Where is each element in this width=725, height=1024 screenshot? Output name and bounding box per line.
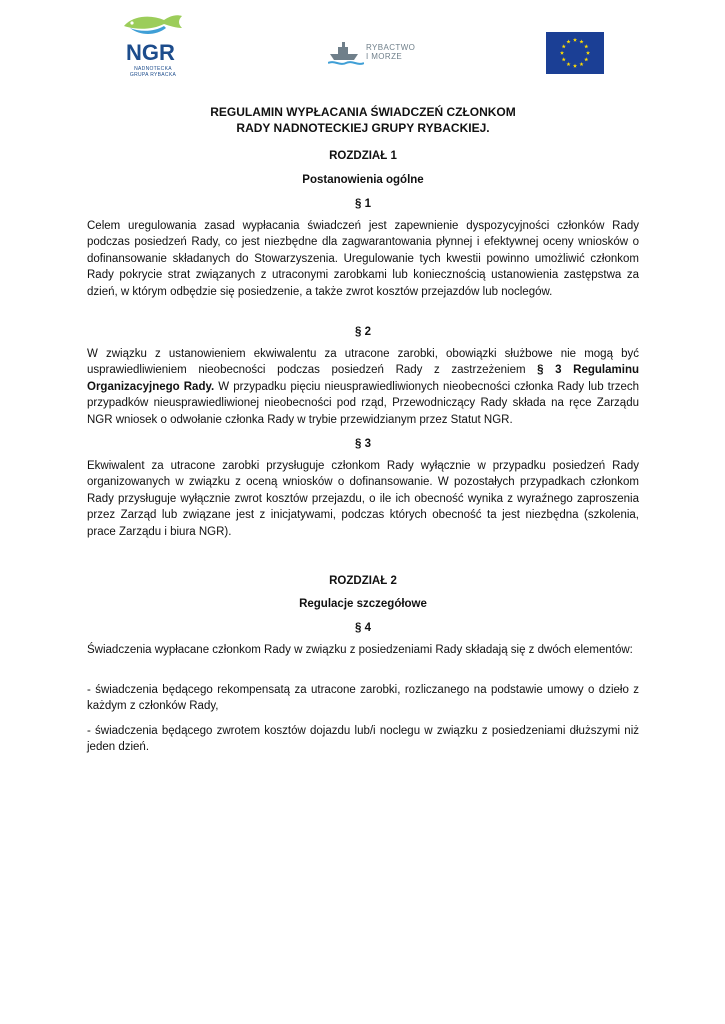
eu-star-icon [573, 64, 577, 68]
logo-bar [0, 12, 725, 82]
fish-icon [118, 14, 188, 66]
document-title [87, 104, 639, 136]
eu-star-icon [562, 44, 566, 48]
section-2-reference: § 3 Regulaminu Organizacyjnego Rady. [87, 364, 639, 393]
section-1-text: Celem uregulowania zasad wypłacania świadczeń jest zapewnienie dyspozycyjności członków Rady podczas posiedzeń Rady, co jest niezbędne dla zagwarantowania płynnej i efektywnej oceny wniosków o dofinansowanie składanych do Stowarzyszenia. Uregulowanie tych kwestii powinno umożliwić członkom Rady pokrycie strat związanych z utraconymi zarobkami lub koniecznością ustanowienia zastępstwa za dzień, w którym odbędzie się posiedzenie, a także zwrot kosztów przejazdów lub noclegów. [87, 220, 639, 298]
eu-star-icon [586, 51, 590, 55]
eu-flag-icon [546, 32, 604, 74]
section-4-mark: § 4 [355, 622, 371, 634]
chapter-1-subheading: Postanowienia ogólne [302, 174, 424, 186]
eu-star-icon [579, 40, 583, 44]
ngr-subtitle-2: GRUPA RYBACKA [129, 72, 177, 78]
chapter-2-heading: ROZDZIAŁ 2 [329, 575, 397, 587]
eu-star-icon [560, 51, 564, 55]
eu-star-icon [566, 40, 570, 44]
section-4-item-1: - świadczenia będącego rekompensatą za utracone zarobki, rozliczanego na podstawie umowy o dzieło z każdym z członków Rady, [87, 684, 639, 713]
section-2-text-start: W związku z ustanowieniem ekwiwalentu za utracone zarobki, obowiązki służbowe nie mogą być usprawiedliwieniem nieobecności podczas posiedzeń Rady z zastrzeżeniem [87, 348, 639, 377]
title-line-2: RADY NADNOTECKIEJ GRUPY RYBACKIEJ. [236, 121, 490, 135]
eu-star-icon [584, 57, 588, 61]
ngr-logo [118, 14, 188, 80]
rybactwo-line-1: RYBACTWO [366, 43, 416, 52]
section-3-mark: § 3 [355, 438, 371, 450]
boat-icon [328, 40, 364, 66]
eu-star-icon [562, 57, 566, 61]
section-2-text [87, 346, 639, 428]
section-4-text: Świadczenia wypłacane członkom Rady w związku z posiedzeniami Rady składają się z dwóch elementów: [87, 644, 633, 656]
rybactwo-logo [328, 40, 423, 66]
eu-star-icon [584, 44, 588, 48]
rybactwo-line-2: I MORZE [366, 52, 403, 61]
section-1-mark: § 1 [355, 198, 371, 210]
section-3-text: Ekwiwalent za utracone zarobki przysługuje członkom Rady wyłącznie w przypadku posiedzeń Rady organizowanych w związku z oceną wniosków o dofinansowanie. W pozostałych przypadkach członkom Rady przysługuje wyłącznie zwrot kosztów przejazdu, o ile ich obecność wynika z wyraźnego zaproszenia przez Zarząd lub związane jest z inicjatywami, podczas których obecność ta jest niezbędna (szkolenia, prace Zarządu i biura NGR). [87, 460, 639, 538]
section-2-text-end: W przypadku pięciu nieusprawiedliwionych nieobecności członka Rady lub trzech przypadków nieusprawiedliwionej nieobecności pod rząd, Przewodniczący Rady składa na ręce Zarządu NGR wniosek o odwołanie członka Rady w trybie przewidzianym przez Statut NGR. [87, 380, 639, 426]
ngr-letters: NGR [126, 40, 175, 65]
ngr-subtitle-1: NADNOTECKA [134, 66, 172, 72]
title-line-1: REGULAMIN WYPŁACANIA ŚWIADCZEŃ CZŁONKOM [210, 105, 516, 119]
section-2-mark: § 2 [355, 326, 371, 338]
eu-star-icon [579, 62, 583, 66]
eu-star-icon [573, 38, 577, 42]
eu-star-icon [566, 62, 570, 66]
section-4-item-2: - świadczenia będącego zwrotem kosztów dojazdu lub/i noclegu w związku z posiedzeniami dłuższymi niż jeden dzień. [87, 725, 639, 754]
chapter-2-subheading: Regulacje szczegółowe [299, 598, 427, 610]
chapter-1-heading: ROZDZIAŁ 1 [329, 150, 397, 162]
